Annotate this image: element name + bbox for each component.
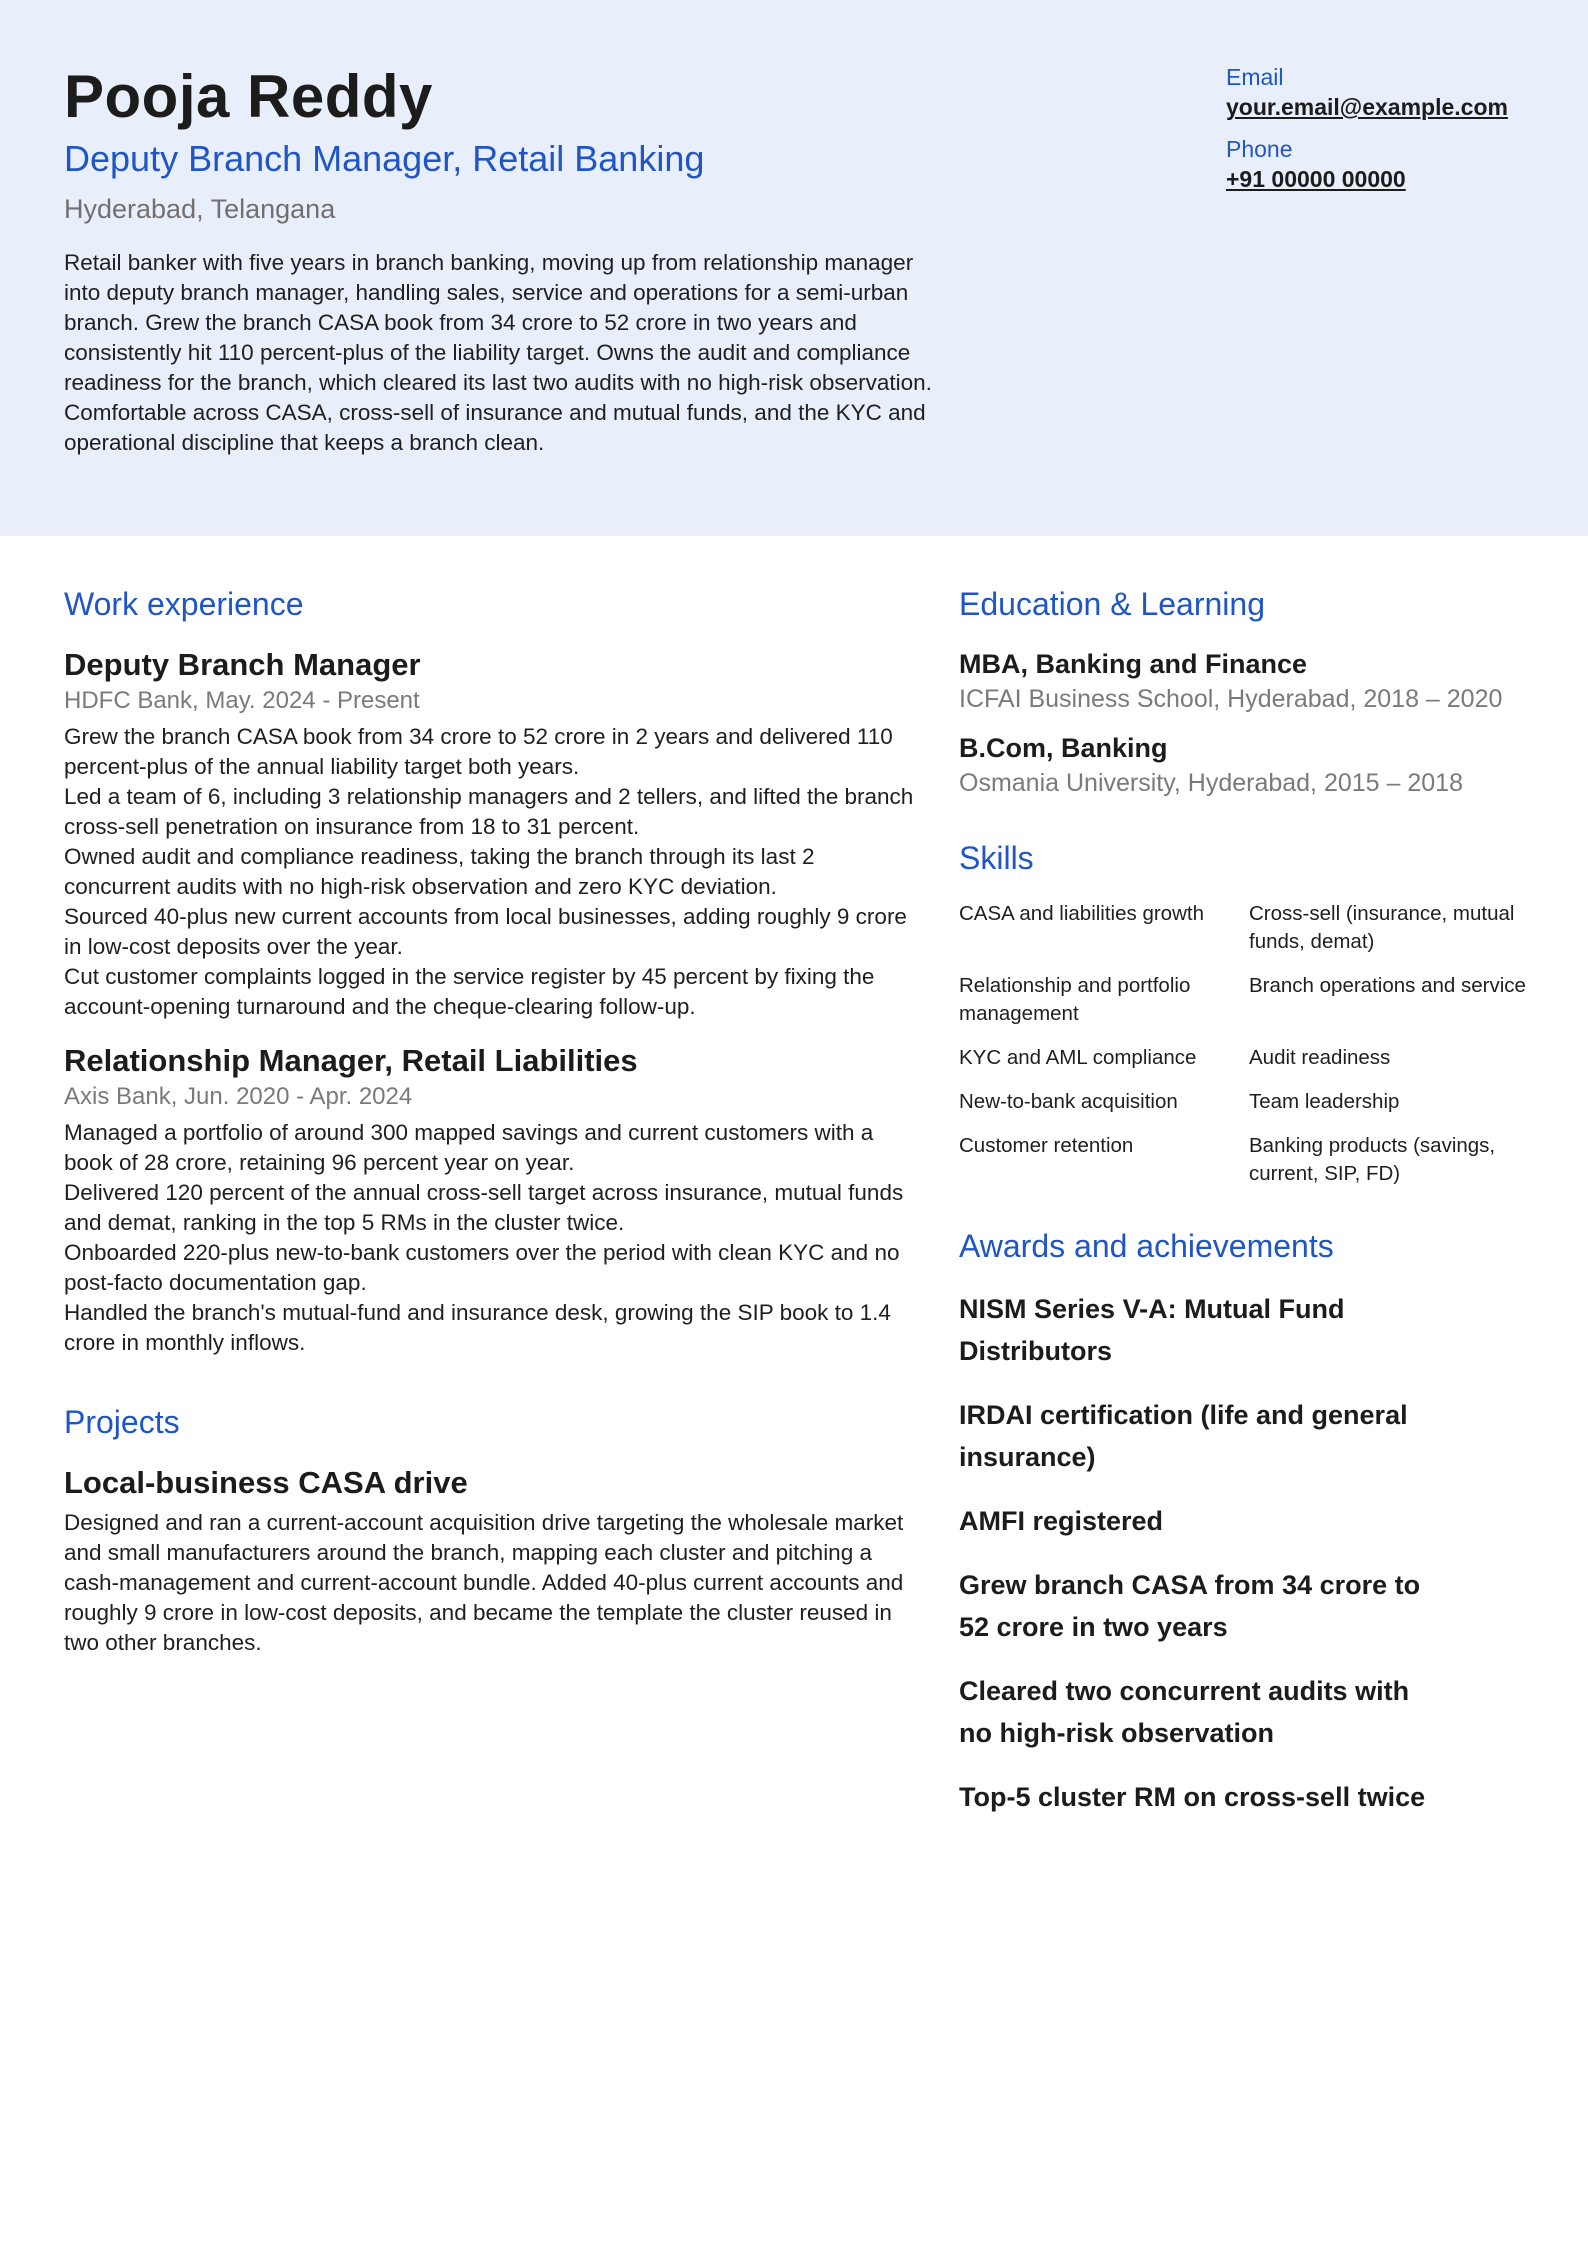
skill-item: Team leadership — [1249, 1090, 1400, 1113]
job-achievement: Grew the branch CASA book from 34 crore to 52 crore in 2 years and delivered 110 percent-plus of the annual liability target both years. — [64, 724, 893, 779]
job-title: Deputy Branch Manager — [64, 647, 421, 682]
award-item: IRDAI certification (life and general insurance) — [959, 1400, 1408, 1472]
award-item: NISM Series V-A: Mutual Fund Distributors — [959, 1294, 1345, 1366]
candidate-title: Deputy Branch Manager, Retail Banking — [64, 138, 705, 179]
job-achievement: Cut customer complaints logged in the service register by 45 percent by fixing the account-opening turnaround and the cheque-clearing follow-up. — [64, 964, 875, 1019]
main-column — [64, 582, 924, 1658]
award-item: Top-5 cluster RM on cross-sell twice — [959, 1782, 1426, 1812]
skill-item: Customer retention — [959, 1134, 1134, 1157]
awards-heading: Awards and achievements — [959, 1228, 1334, 1264]
award-item: AMFI registered — [959, 1506, 1164, 1536]
profile-summary: Retail banker with five years in branch banking, moving up from relationship manager into deputy branch manager, handling sales, service and operations for a semi-urban branch. Grew the branch CASA book from 34 crore to 52 crore in two years and consistently hit 110 percent-plus of the liability target. Owns the audit and compliance readiness for the branch, which cleared its last two audits with no high-risk observation. Comfortable across CASA, cross-sell of insurance and mutual funds, and the KYC and operational discipline that keeps a branch clean. — [64, 250, 932, 455]
job-entry — [64, 1042, 924, 1358]
award-item: Cleared two concurrent audits with no high-risk observation — [959, 1676, 1410, 1748]
skill-item: Cross-sell (insurance, mutual funds, demat) — [1249, 902, 1515, 953]
skill-item: CASA and liabilities growth — [959, 902, 1204, 925]
job-achievement: Managed a portfolio of around 300 mapped savings and current customers with a book of 28 crore, retaining 96 percent year on year. — [64, 1120, 874, 1175]
email-link[interactable]: your.email@example.com — [1226, 94, 1508, 120]
skills-list — [959, 900, 1559, 1188]
work-experience-heading: Work experience — [64, 586, 304, 622]
job-employer-dates: Axis Bank, Jun. 2020 - Apr. 2024 — [64, 1083, 413, 1110]
skill-item: Relationship and portfolio management — [959, 974, 1191, 1025]
job-achievement: Handled the branch's mutual-fund and insurance desk, growing the SIP book to 1.4 crore in monthly inflows. — [64, 1300, 891, 1355]
skill-item: KYC and AML compliance — [959, 1046, 1197, 1069]
resume-header — [0, 0, 1588, 536]
awards-list — [959, 1288, 1559, 1818]
education-entry — [959, 730, 1559, 800]
education-institution: Osmania University, Hyderabad, 2015 – 2018 — [959, 769, 1463, 797]
skill-item: Banking products (savings, current, SIP, FD) — [1249, 1134, 1496, 1185]
job-employer-dates: HDFC Bank, May. 2024 - Present — [64, 687, 420, 714]
phone-link[interactable]: +91 00000 00000 — [1226, 166, 1406, 192]
skill-item: Branch operations and service — [1249, 974, 1526, 997]
candidate-name: Pooja Reddy — [64, 63, 433, 130]
skill-item: New-to-bank acquisition — [959, 1090, 1178, 1113]
job-achievements — [64, 722, 924, 1022]
education-heading: Education & Learning — [959, 586, 1265, 622]
email-label: Email — [1226, 64, 1284, 90]
project-description: Designed and ran a current-account acquisition drive targeting the wholesale market and small manufacturers around the branch, mapping each cluster and pitching a cash-management and current-account bundle. Added 40-plus current accounts and roughly 9 crore in low-cost deposits, and became the template the cluster reused in two other branches. — [64, 1510, 904, 1655]
job-achievements — [64, 1118, 924, 1358]
job-achievement: Delivered 120 percent of the annual cross-sell target across insurance, mutual funds and demat, ranking in the top 5 RMs in the cluster twice. — [64, 1180, 904, 1235]
education-degree: B.Com, Banking — [959, 733, 1168, 763]
contact-block — [1226, 62, 1556, 206]
education-degree: MBA, Banking and Finance — [959, 649, 1308, 679]
award-item: Grew branch CASA from 34 crore to 52 crore in two years — [959, 1570, 1421, 1642]
project-title: Local-business CASA drive — [64, 1465, 468, 1500]
job-achievement: Sourced 40-plus new current accounts from local businesses, adding roughly 9 crore in low-cost deposits over the year. — [64, 904, 907, 959]
job-entry — [64, 646, 924, 1022]
phone-label: Phone — [1226, 136, 1293, 162]
skill-item: Audit readiness — [1249, 1046, 1391, 1069]
sidebar-column — [959, 582, 1559, 1818]
skills-heading: Skills — [959, 840, 1034, 876]
education-institution: ICFAI Business School, Hyderabad, 2018 – 2020 — [959, 685, 1503, 713]
education-entry — [959, 646, 1559, 716]
projects-heading: Projects — [64, 1404, 180, 1440]
job-achievement: Led a team of 6, including 3 relationship managers and 2 tellers, and lifted the branch cross-sell penetration on insurance from 18 to 31 percent. — [64, 784, 914, 839]
job-achievement: Onboarded 220-plus new-to-bank customers over the period with clean KYC and no post-facto documentation gap. — [64, 1240, 900, 1295]
job-achievement: Owned audit and compliance readiness, taking the branch through its last 2 concurrent audits with no high-risk observation and zero KYC deviation. — [64, 844, 815, 899]
candidate-location: Hyderabad, Telangana — [64, 194, 336, 224]
job-title: Relationship Manager, Retail Liabilities — [64, 1043, 638, 1078]
